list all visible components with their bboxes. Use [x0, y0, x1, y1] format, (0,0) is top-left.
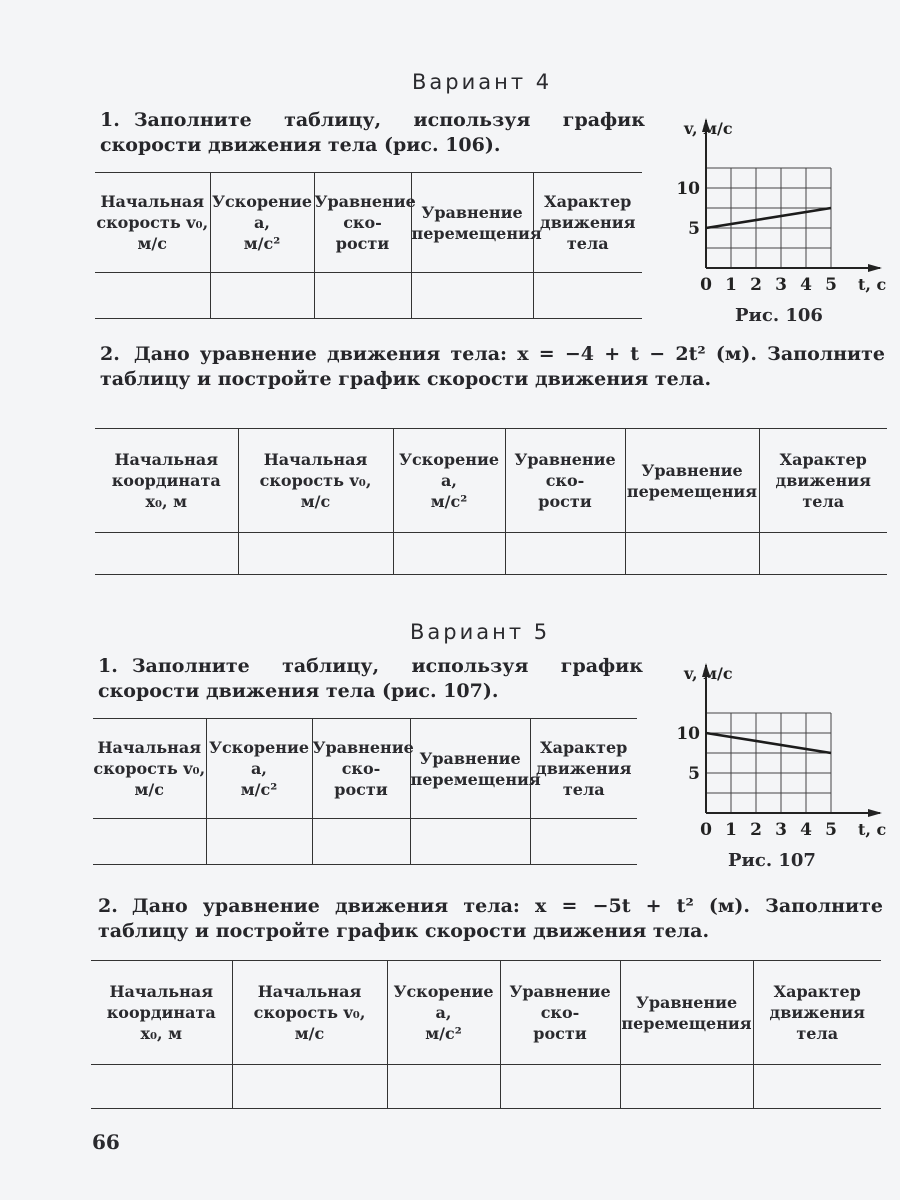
v4-t2-cell-motion[interactable]: [759, 533, 887, 575]
v5-t1-header-a: Ускорение a, м/с²: [206, 719, 312, 819]
v4-t1-header-disp-eq: Уравнение перемещения: [411, 173, 533, 273]
v4-task1-text: [100, 108, 645, 158]
v4-t2-cell-v0[interactable]: [238, 533, 393, 575]
v5-t2-header-motion: Характер движения тела: [769, 982, 865, 1043]
x-tick-label: 2: [750, 820, 762, 840]
v5-t2-cell-motion[interactable]: [753, 1065, 881, 1109]
v5-t1-header-motion: Характер движения тела: [536, 738, 632, 799]
v5-t2-header-x0: Начальная координата x₀, м: [91, 961, 232, 1065]
v4-t2-header-disp-eq: Уравнение перемещения: [625, 429, 759, 533]
v4-t1-cell-motion[interactable]: [533, 273, 642, 319]
v4-task2-number: 2.: [100, 343, 120, 365]
x-tick-label: 1: [725, 820, 737, 840]
v4-t2-cell-x0[interactable]: [95, 533, 238, 575]
v5-task2-table: [91, 960, 881, 1109]
v5-t2-cell-a[interactable]: [387, 1065, 500, 1109]
fig-106-caption: Рис. 106: [735, 305, 823, 326]
v4-t2-cell-disp-eq[interactable]: [625, 533, 759, 575]
velocity-line: [706, 733, 831, 753]
x-tick-label: 4: [800, 275, 812, 295]
chart-fig-106: [648, 110, 893, 305]
v4-t1-header-a: Ускорение a, м/с²: [210, 173, 314, 273]
x-tick-label: 5: [825, 820, 837, 840]
variant-5-title: Вариант 5: [410, 620, 551, 644]
x-axis-arrow: [868, 264, 882, 272]
x-tick-label: 0: [700, 820, 712, 840]
chart-fig-107: [648, 655, 893, 850]
v4-t2-cell-vel-eq[interactable]: [505, 533, 625, 575]
v4-t1-cell-disp-eq[interactable]: [411, 273, 533, 319]
v4-task1-body: Заполните таблицу, используя график скорости движения тела (рис. 106).: [100, 109, 645, 156]
x-tick-label: 5: [825, 275, 837, 295]
v5-t1-header-vel-eq: Уравнение ско- рости: [312, 719, 410, 819]
v5-t1-header-disp-eq: Уравнение перемещения: [410, 719, 530, 819]
v5-t1-header-v0: Начальная скорость v₀, м/с: [93, 719, 206, 819]
v4-t2-header-x0: Начальная координата x₀, м: [95, 429, 238, 533]
v4-t1-header-vel-eq: Уравнение ско- рости: [314, 173, 411, 273]
v4-task2-table: [95, 428, 887, 575]
v5-task2-body: Дано уравнение движения тела: x = −5t + t² (м). Заполните таблицу и постройте график скорости движения тела.: [98, 895, 883, 942]
v5-t1-cell-disp-eq[interactable]: [410, 819, 530, 865]
v4-t2-header-motion: Характер движения тела: [775, 450, 871, 511]
x-axis-label: t, с: [858, 275, 887, 294]
v5-task1-text: [98, 654, 643, 704]
v5-t2-header-v0: Начальная скорость v₀, м/с: [232, 961, 387, 1065]
x-tick-label: 3: [775, 275, 787, 295]
v4-t2-cell-a[interactable]: [393, 533, 505, 575]
v5-t1-cell-vel-eq[interactable]: [312, 819, 410, 865]
v4-task2-body: Дано уравнение движения тела: x = −4 + t − 2t² (м). Заполните таблицу и постройте график скорости движения тела.: [100, 343, 885, 390]
x-tick-label: 0: [700, 275, 712, 295]
v5-t1-cell-a[interactable]: [206, 819, 312, 865]
x-tick-label: 3: [775, 820, 787, 840]
v4-t1-header-v0: Начальная скорость v₀, м/с: [95, 173, 210, 273]
y-tick-label: 5: [688, 219, 700, 239]
v5-task2-text: [98, 894, 883, 944]
v4-task2-text: [100, 342, 885, 392]
v5-t2-header-vel-eq: Уравнение ско- рости: [500, 961, 620, 1065]
v5-t2-cell-v0[interactable]: [232, 1065, 387, 1109]
x-axis-arrow: [868, 809, 882, 817]
page-number: 66: [92, 1130, 120, 1154]
v5-task1-number: 1.: [98, 655, 118, 677]
variant-4-title: Вариант 4: [412, 70, 553, 94]
v4-t2-header-v0: Начальная скорость v₀, м/с: [238, 429, 393, 533]
v4-t2-header-vel-eq: Уравнение ско- рости: [505, 429, 625, 533]
velocity-line: [706, 208, 831, 228]
y-tick-label: 5: [688, 764, 700, 784]
v5-t2-cell-x0[interactable]: [91, 1065, 232, 1109]
v5-task2-number: 2.: [98, 895, 118, 917]
x-tick-label: 4: [800, 820, 812, 840]
v4-task1-number: 1.: [100, 109, 120, 131]
v4-t1-cell-vel-eq[interactable]: [314, 273, 411, 319]
v5-t2-cell-vel-eq[interactable]: [500, 1065, 620, 1109]
y-tick-label: 10: [676, 179, 700, 199]
v4-t1-cell-v0[interactable]: [95, 273, 210, 319]
v4-t2-header-a: Ускорение a, м/с²: [393, 429, 505, 533]
v5-t2-header-disp-eq: Уравнение перемещения: [620, 961, 753, 1065]
v5-t2-header-a: Ускорение a, м/с²: [387, 961, 500, 1065]
y-tick-label: 10: [676, 724, 700, 744]
v5-t1-cell-motion[interactable]: [530, 819, 637, 865]
v5-t2-cell-disp-eq[interactable]: [620, 1065, 753, 1109]
y-axis-label: v, м/с: [684, 119, 733, 138]
fig-107-caption: Рис. 107: [728, 850, 816, 871]
x-tick-label: 2: [750, 275, 762, 295]
v4-task1-table: [95, 172, 642, 319]
v5-t1-cell-v0[interactable]: [93, 819, 206, 865]
x-tick-label: 1: [725, 275, 737, 295]
x-axis-label: t, с: [858, 820, 887, 839]
v4-t1-header-motion: Характер движения тела: [540, 192, 636, 253]
v5-task1-body: Заполните таблицу, используя график скорости движения тела (рис. 107).: [98, 655, 643, 702]
v4-t1-cell-a[interactable]: [210, 273, 314, 319]
v5-task1-table: [93, 718, 637, 865]
y-axis-label: v, м/с: [684, 664, 733, 683]
